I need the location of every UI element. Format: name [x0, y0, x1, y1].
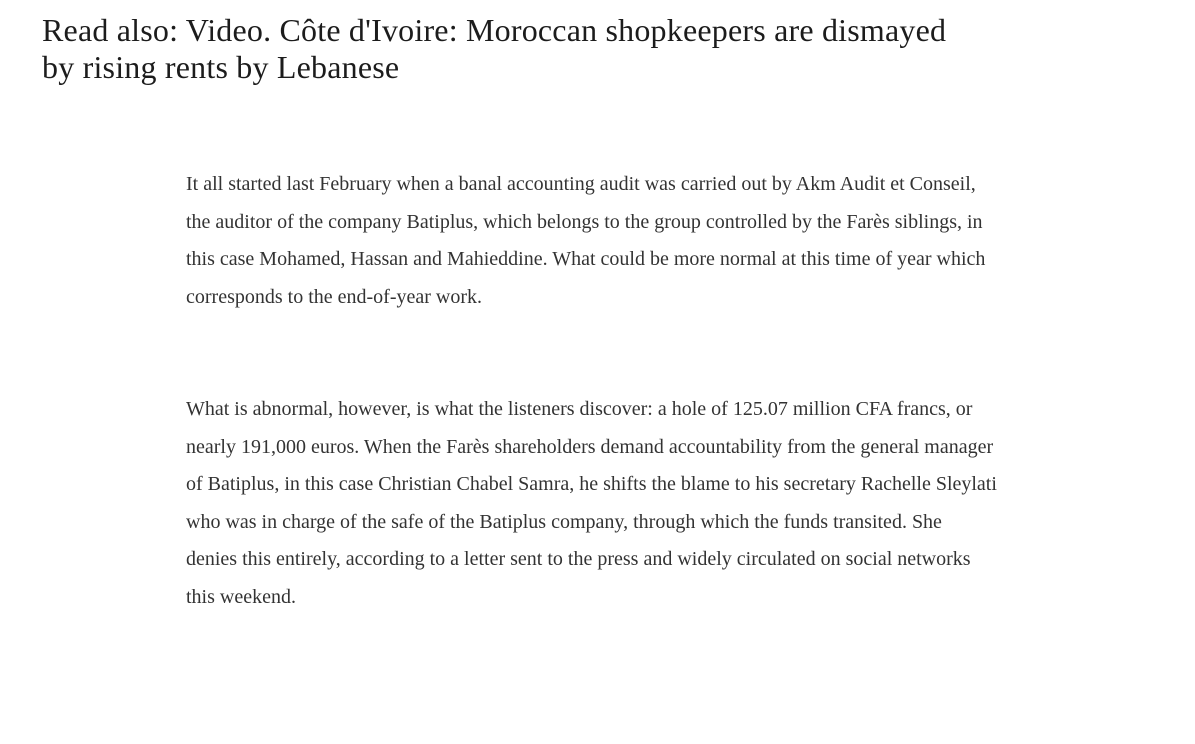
article-excerpt — [0, 12, 1195, 744]
article-body — [186, 166, 998, 616]
read-also-heading-link[interactable]: Read also: Video. Côte d'Ivoire: Moroccan shopkeepers are dismayed by rising rents by Lebanese — [42, 12, 947, 85]
article-paragraph: What is abnormal, however, is what the listeners discover: a hole of 125.07 million CFA francs, or nearly 191,000 euros. When the Farès shareholders demand accountability from the general manager of Batiplus, in this case Christian Chabel Samra, he shifts the blame to his secretary Rachelle Sleylati who was in charge of the safe of the Batiplus company, through which the funds transited. She denies this entirely, according to a letter sent to the press and widely circulated on social networks this weekend. — [186, 398, 997, 608]
article-paragraph: It all started last February when a banal accounting audit was carried out by Akm Audit et Conseil, the auditor of the company Batiplus, which belongs to the group controlled by the Farès siblings, in this case Mohamed, Hassan and Mahieddine. What could be more normal at this time of year which corresponds to the end-of-year work. — [186, 173, 986, 308]
